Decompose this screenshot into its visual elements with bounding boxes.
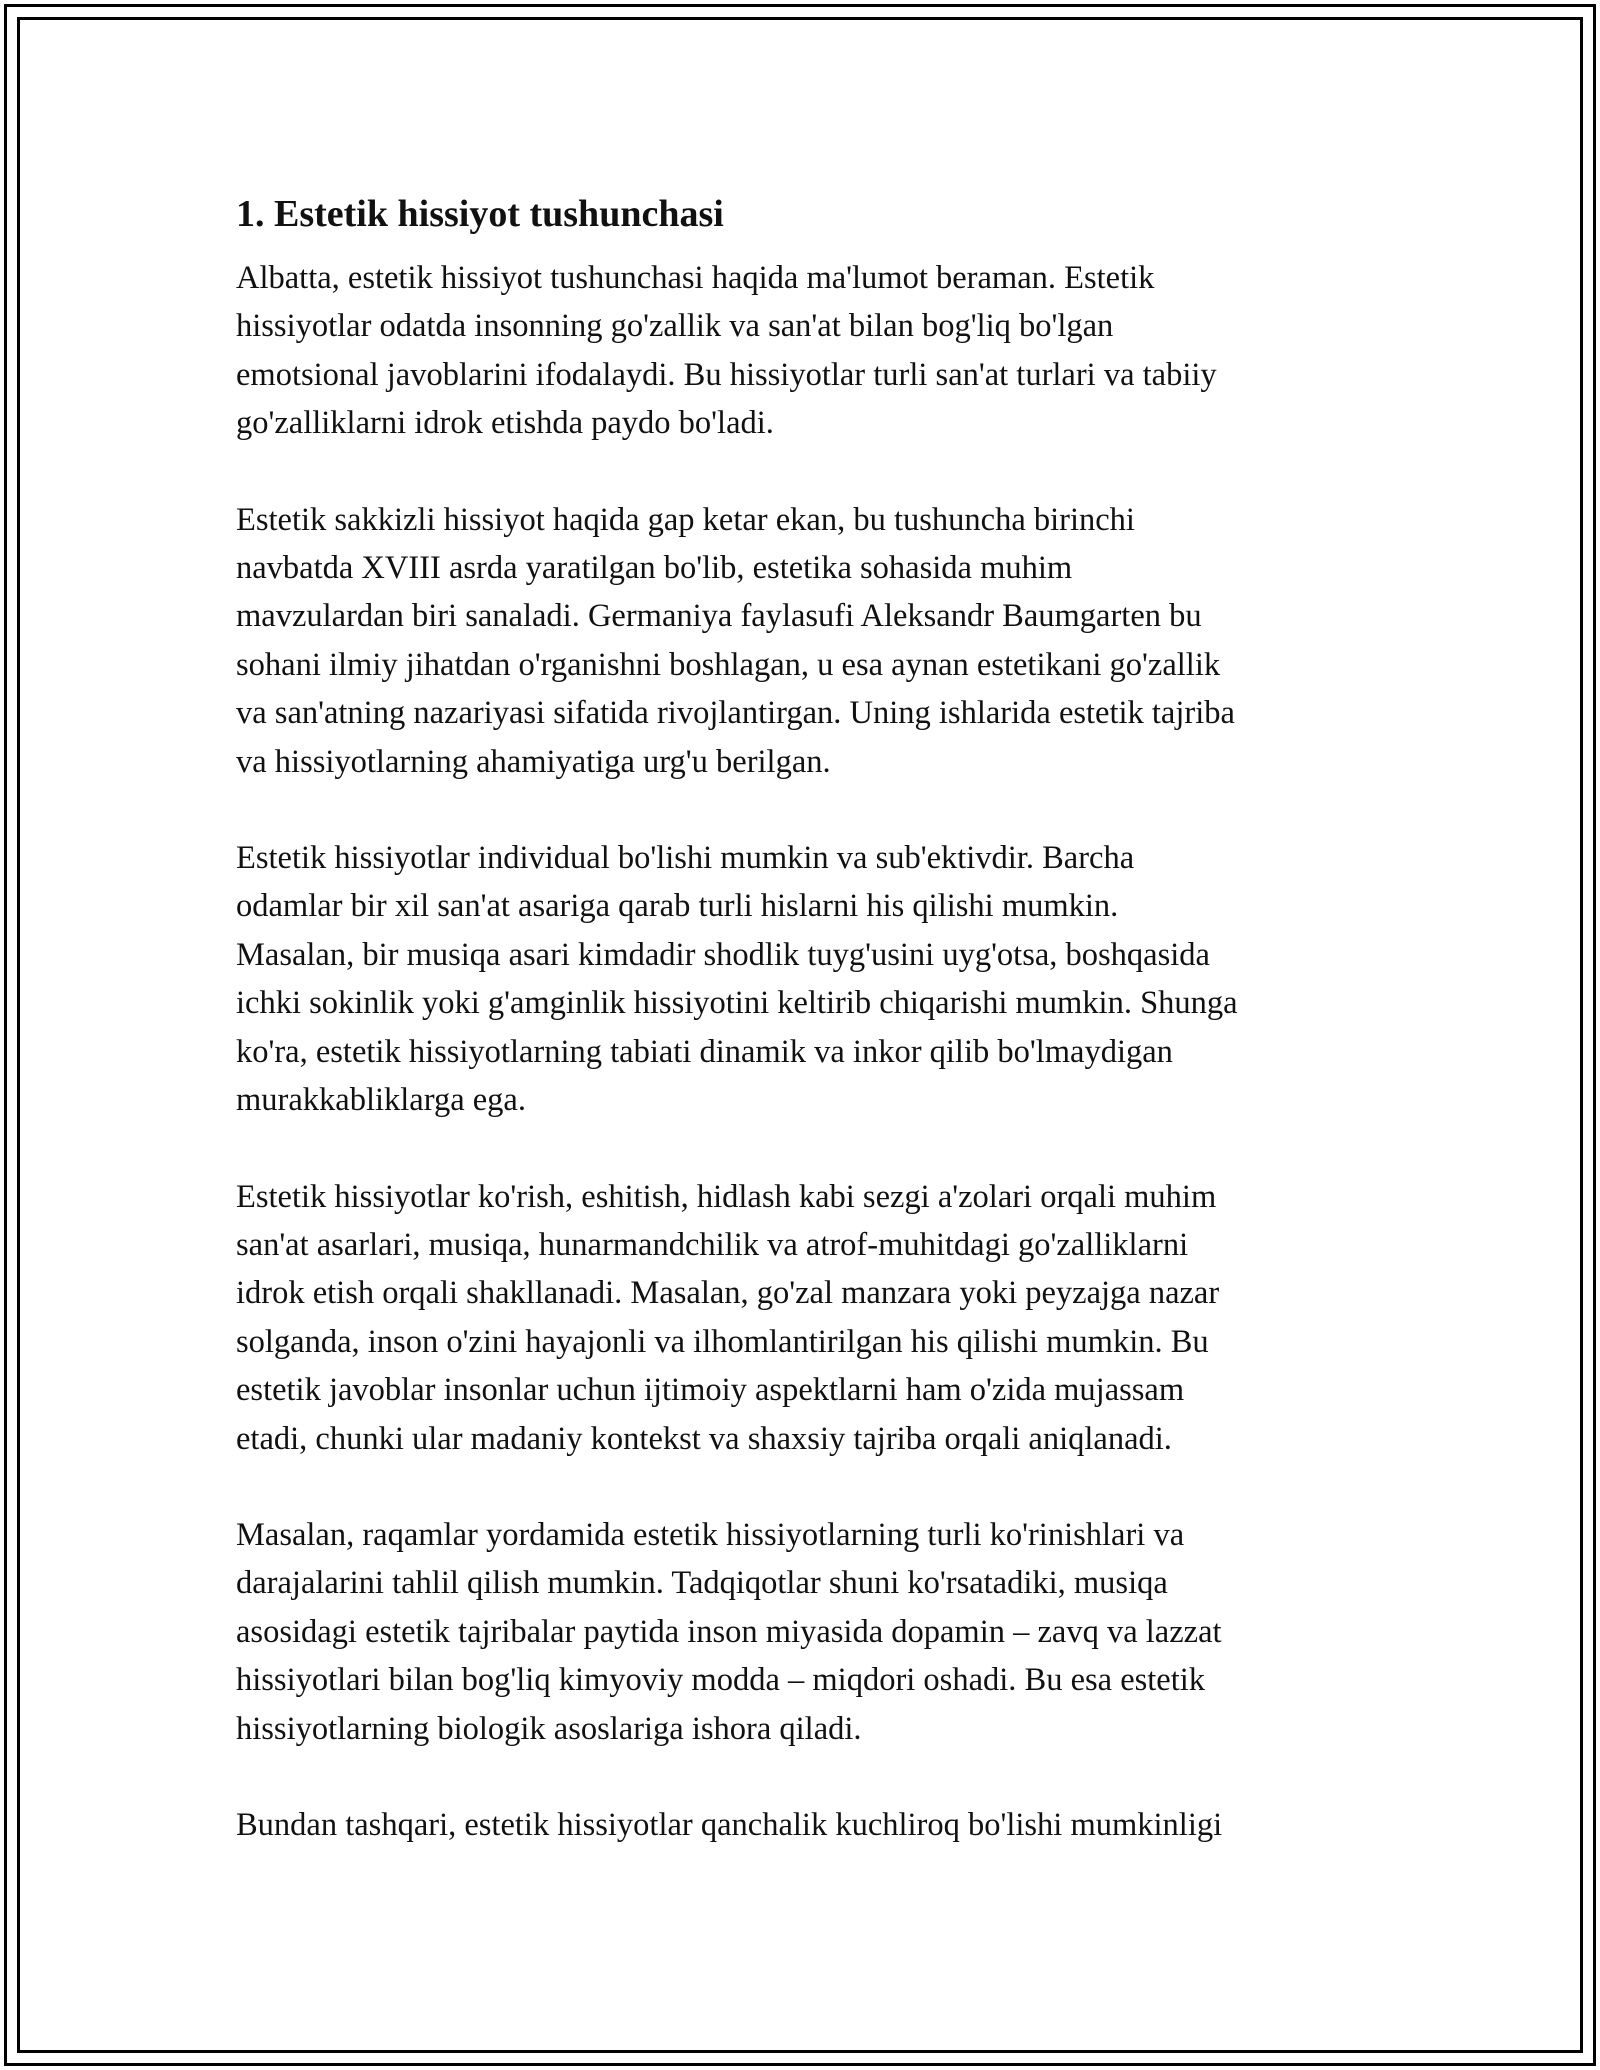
paragraph-line: idrok etish orqali shakllanadi. Masalan, go'zal manzara yoki peyzajga nazar [236, 1275, 1220, 1312]
body-paragraph [236, 1173, 1384, 1463]
document-body [236, 186, 1384, 1897]
section-heading: 1. Estetik hissiyot tushunchasi [236, 193, 724, 235]
paragraph-line: estetik javoblar insonlar uchun ijtimoiy aspektlarni ham o'zida mujassam [236, 1372, 1185, 1409]
paragraph-line: hissiyotlari bilan bog'liq kimyoviy modda – miqdori oshadi. Bu esa estetik [236, 1662, 1206, 1699]
body-paragraph [236, 1511, 1384, 1753]
paragraph-line: navbatda XVIII asrda yaratilgan bo'lib, estetika sohasida muhim [236, 550, 1073, 587]
paragraph-line: solganda, inson o'zini hayajonli va ilhomlantirilgan his qilishi mumkin. Bu [236, 1323, 1209, 1360]
paragraph-line: mavzulardan biri sanaladi. Germaniya faylasufi Aleksandr Baumgarten bu [236, 598, 1202, 635]
body-paragraph [236, 496, 1384, 786]
paragraph-line: darajalarini tahlil qilish mumkin. Tadqiqotlar shuni ko'rsatadiki, musiqa [236, 1565, 1168, 1602]
paragraph-line: emotsional javoblarini ifodalaydi. Bu hissiyotlar turli san'at turlari va tabiiy [236, 356, 1217, 393]
paragraph-line: Estetik hissiyotlar individual bo'lishi mumkin va sub'ektivdir. Barcha [236, 840, 1135, 877]
paragraph-line: hissiyotlar odatda insonning go'zallik va san'at bilan bog'liq bo'lgan [236, 308, 1114, 345]
paragraph-line: Albatta, estetik hissiyot tushunchasi haqida ma'lumot beraman. Estetik [236, 260, 1155, 296]
paragraph-line: ichki sokinlik yoki g'amginlik hissiyotini keltirib chiqarishi mumkin. Shunga [236, 985, 1238, 1022]
body-paragraph [236, 1801, 1384, 1849]
paragraph-line: go'zalliklarni idrok etishda paydo bo'ladi. [236, 405, 774, 442]
paragraph-line: hissiyotlarning biologik asoslariga ishora qiladi. [236, 1710, 862, 1747]
paragraph-line: Estetik hissiyotlar ko'rish, eshitish, hidlash kabi sezgi a'zolari orqali muhim [236, 1178, 1217, 1215]
paragraph-line: ko'ra, estetik hissiyotlarning tabiati dinamik va inkor qilib bo'lmaydigan [236, 1033, 1173, 1070]
paragraph-line: va san'atning nazariyasi sifatida rivojlantirgan. Uning ishlarida estetik tajriba [236, 695, 1235, 732]
paragraph-line: Bundan tashqari, estetik hissiyotlar qanchalik kuchliroq bo'lishi mumkinligi [236, 1806, 1223, 1843]
paragraph-line: Masalan, bir musiqa asari kimdadir shodlik tuyg'usini uyg'otsa, boshqasida [236, 936, 1210, 973]
paragraphs-container [236, 254, 1384, 1849]
paragraph-line: sohani ilmiy jihatdan o'rganishni boshlagan, u esa aynan estetikani go'zallik [236, 646, 1221, 683]
body-paragraph [236, 254, 1384, 448]
paragraph-line: Estetik sakkizli hissiyot haqida gap ketar ekan, bu tushuncha birinchi [236, 501, 1135, 538]
body-paragraph [236, 834, 1384, 1124]
paragraph-line: murakkabliklarga ega. [236, 1082, 526, 1119]
paragraph-line: san'at asarlari, musiqa, hunarmandchilik va atrof-muhitdagi go'zalliklarni [236, 1226, 1189, 1263]
paragraph-line: va hissiyotlarning ahamiyatiga urg'u berilgan. [236, 743, 831, 780]
paragraph-line: asosidagi estetik tajribalar paytida inson miyasida dopamin – zavq va lazzat [236, 1613, 1222, 1650]
paragraph-line: odamlar bir xil san'at asariga qarab turli hislarni his qilishi mumkin. [236, 888, 1119, 925]
paragraph-line: Masalan, raqamlar yordamida estetik hissiyotlarning turli ko'rinishlari va [236, 1516, 1185, 1553]
paragraph-line: etadi, chunki ular madaniy kontekst va shaxsiy tajriba orqali aniqlanadi. [236, 1420, 1172, 1457]
